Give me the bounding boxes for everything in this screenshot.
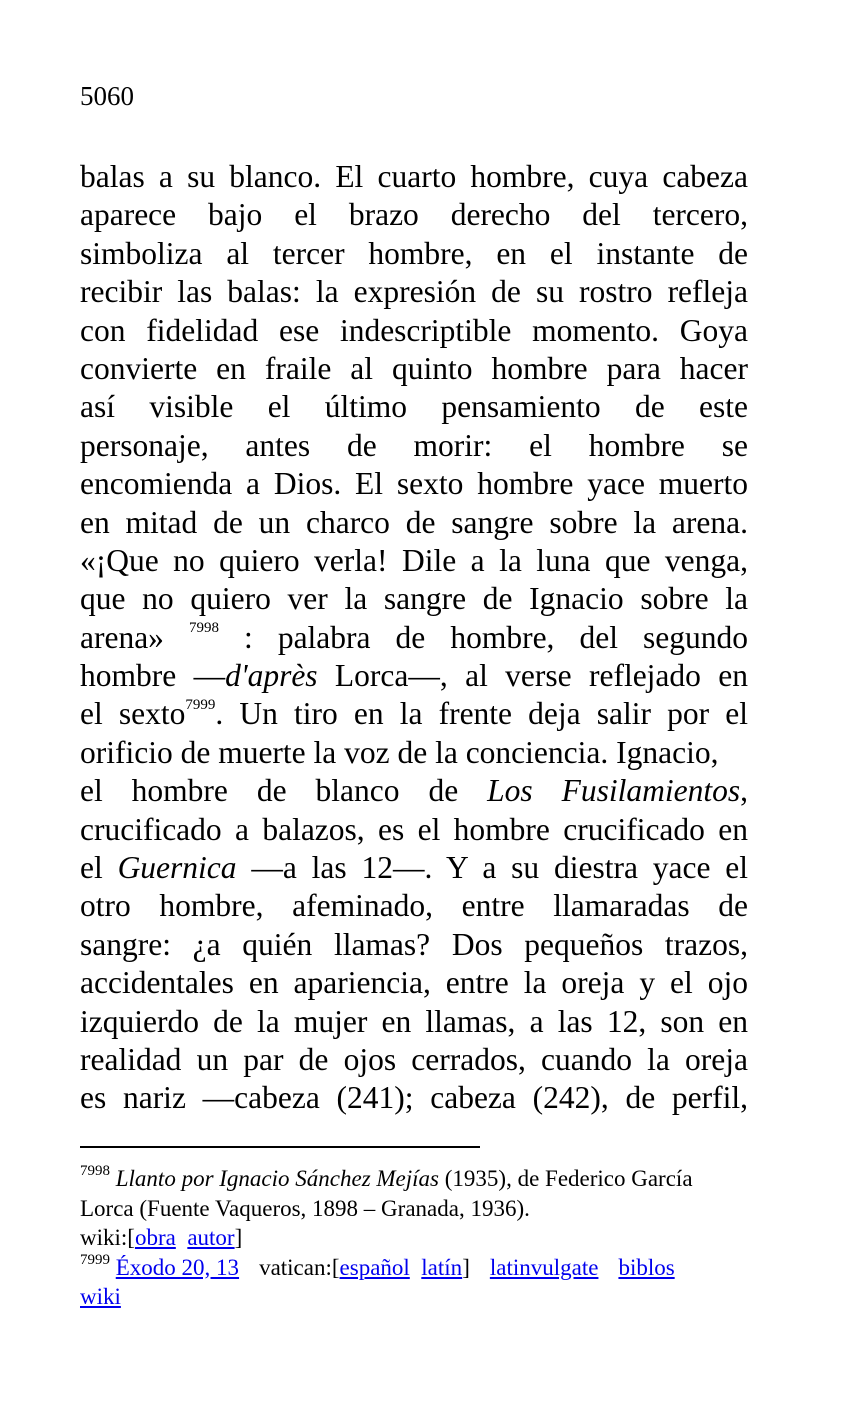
text-line xyxy=(80,619,748,657)
vatican-suffix: ] xyxy=(462,1254,470,1280)
footnote-links xyxy=(80,1223,760,1253)
text-line: izquierdo de la mujer en llamas, a las 12, son en xyxy=(80,1003,748,1039)
footnote-ref-7999: 7999 xyxy=(185,696,216,713)
footnote-number: 7999 xyxy=(80,1251,110,1268)
wiki-prefix: wiki:[ xyxy=(80,1225,135,1250)
text-fragment: Lorca—, al verse reflejado en xyxy=(317,658,748,694)
text-fragment: el sexto xyxy=(80,696,186,732)
text-line: accidentales en apariencia, entre la oreja y el ojo xyxy=(80,965,748,1001)
text-line: «¡Que no quiero verla! Dile a la luna que venga, xyxy=(80,542,748,578)
text-line: realidad un par de ojos cerrados, cuando la oreja xyxy=(80,1041,748,1077)
text-line: otro hombre, afeminado, entre llamaradas de xyxy=(80,888,748,924)
text-line: es nariz —cabeza (241); cabeza (242), de perfil, xyxy=(80,1080,748,1116)
text-fragment: : palabra de hombre, del segundo xyxy=(244,619,748,655)
text-fragment: el hombre de blanco de xyxy=(80,773,488,809)
vatican-prefix: vatican:[ xyxy=(259,1254,340,1280)
link-autor[interactable]: autor xyxy=(187,1225,235,1250)
link-latin[interactable]: latín xyxy=(421,1254,463,1280)
text-fragment: arena» xyxy=(80,619,164,655)
italic-term: d'après xyxy=(225,658,318,694)
footnote-divider xyxy=(80,1146,480,1148)
link-wiki[interactable]: wiki xyxy=(80,1284,121,1309)
text-line xyxy=(80,695,748,733)
footnote-text: (1935), de Federico García xyxy=(439,1166,693,1191)
link-biblos[interactable]: biblos xyxy=(618,1254,675,1280)
italic-title: Los Fusilamientos xyxy=(487,773,741,809)
footnote-links-cont xyxy=(80,1282,760,1312)
text-fragment: . Un tiro en la frente deja salir por el xyxy=(215,696,748,732)
footnote-ref-7998: 7998 xyxy=(188,620,219,637)
text-line: en mitad de un charco de sangre sobre la arena. xyxy=(80,504,748,540)
text-line: aparece bajo el brazo derecho del tercero, xyxy=(80,197,748,233)
text-line xyxy=(80,772,748,810)
link-espanol[interactable]: español xyxy=(339,1254,410,1280)
footnotes xyxy=(80,1164,760,1312)
text-line: personaje, antes de morir: el hombre se xyxy=(80,427,748,463)
text-line: crucificado a balazos, es el hombre crucificado en xyxy=(80,811,748,847)
link-exodo[interactable]: Éxodo 20, 13 xyxy=(115,1254,240,1280)
text-line: con fidelidad ese indescriptible momento. Goya xyxy=(80,312,748,348)
text-fragment: —a las 12—. Y a su diestra yace el xyxy=(236,850,749,886)
text-fragment: , xyxy=(740,773,748,809)
text-fragment: el xyxy=(80,850,118,886)
text-fragment: hombre — xyxy=(80,658,226,694)
wiki-suffix: ] xyxy=(234,1225,243,1250)
footnote-title: Llanto por Ignacio Sánchez Mejías xyxy=(115,1166,439,1191)
text-line: simboliza al tercer hombre, en el instante de xyxy=(80,235,748,271)
text-line xyxy=(80,849,748,887)
link-latinvulgate[interactable]: latinvulgate xyxy=(489,1254,599,1280)
text-line: recibir las balas: la expresión de su rostro refleja xyxy=(80,274,748,310)
footnote-7999 xyxy=(80,1253,760,1283)
footnote-text-line: Lorca (Fuente Vaqueros, 1898 – Granada, 1936). xyxy=(80,1195,530,1221)
text-line: convierte en fraile al quinto hombre para hacer xyxy=(80,350,748,386)
text-line: que no quiero ver la sangre de Ignacio sobre la xyxy=(80,581,748,617)
footnote-number: 7998 xyxy=(80,1163,110,1180)
page-number: 5060 xyxy=(80,81,134,111)
text-line: sangre: ¿a quién llamas? Dos pequeños trazos, xyxy=(80,926,748,962)
link-obra[interactable]: obra xyxy=(134,1225,176,1250)
footnote-7998 xyxy=(80,1164,760,1194)
italic-title: Guernica xyxy=(117,850,237,886)
text-line: balas a su blanco. El cuarto hombre, cuya cabeza xyxy=(80,159,748,194)
text-line: orificio de muerte la voz de la conciencia. Ignacio, xyxy=(80,734,719,770)
text-line: encomienda a Dios. El sexto hombre yace muerto xyxy=(80,466,748,502)
body-text xyxy=(80,158,748,1118)
text-line: así visible el último pensamiento de este xyxy=(80,389,748,425)
text-line xyxy=(80,657,748,695)
